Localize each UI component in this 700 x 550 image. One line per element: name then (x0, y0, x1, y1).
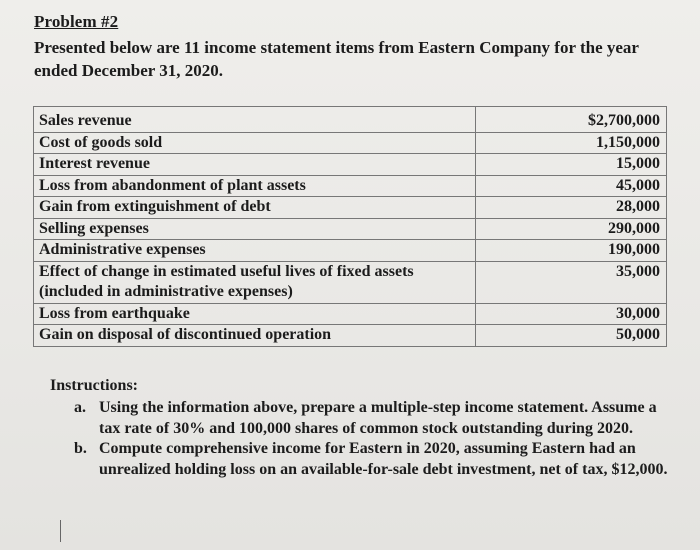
table-row (34, 132, 667, 154)
item-label: Loss from abandonment of plant assets (34, 175, 476, 197)
item-label: Gain on disposal of discontinued operation (34, 325, 476, 347)
item-label: Sales revenue (34, 107, 476, 133)
table-row (34, 240, 667, 262)
list-item (74, 439, 674, 480)
item-amount: $2,700,000 (476, 107, 667, 133)
table-row (34, 154, 667, 176)
income-items-table (33, 106, 667, 347)
list-item (74, 398, 674, 439)
item-label: Effect of change in estimated useful lives of fixed assets (included in administrative expenses) (34, 261, 476, 303)
item-amount: 190,000 (476, 240, 667, 262)
table-row (34, 303, 667, 325)
table-row (34, 197, 667, 219)
item-label: Selling expenses (34, 218, 476, 240)
table-row (34, 107, 667, 133)
item-label: Cost of goods sold (34, 132, 476, 154)
instructions-list (74, 398, 674, 480)
list-item-text: Compute comprehensive income for Eastern in 2020, assuming Eastern had an unrealized holding loss on an available-for-sale debt investment, net of tax, $12,000. (99, 440, 668, 478)
text-cursor-mark (60, 520, 61, 542)
table-row (34, 325, 667, 347)
instructions-heading: Instructions: (50, 377, 139, 394)
problem-title: Problem #2 (34, 12, 119, 31)
table-row (34, 261, 667, 303)
item-amount: 30,000 (476, 303, 667, 325)
item-amount: 15,000 (476, 154, 667, 176)
item-label: Administrative expenses (34, 240, 476, 262)
list-item-letter: b. (74, 440, 87, 457)
list-item-text: Using the information above, prepare a multiple-step income statement. Assume a tax rate of 30% and 100,000 shares of common stock outstanding during 2020. (99, 399, 657, 437)
item-amount: 35,000 (476, 261, 667, 303)
problem-intro: Presented below are 11 income statement items from Eastern Company for the year ended December 31, 2020. (34, 38, 639, 80)
table-row (34, 175, 667, 197)
item-label: Loss from earthquake (34, 303, 476, 325)
item-label: Gain from extinguishment of debt (34, 197, 476, 219)
item-label: Interest revenue (34, 154, 476, 176)
item-amount: 290,000 (476, 218, 667, 240)
item-amount: 50,000 (476, 325, 667, 347)
item-amount: 28,000 (476, 197, 667, 219)
item-amount: 1,150,000 (476, 132, 667, 154)
list-item-letter: a. (74, 399, 86, 416)
table-row (34, 218, 667, 240)
item-amount: 45,000 (476, 175, 667, 197)
